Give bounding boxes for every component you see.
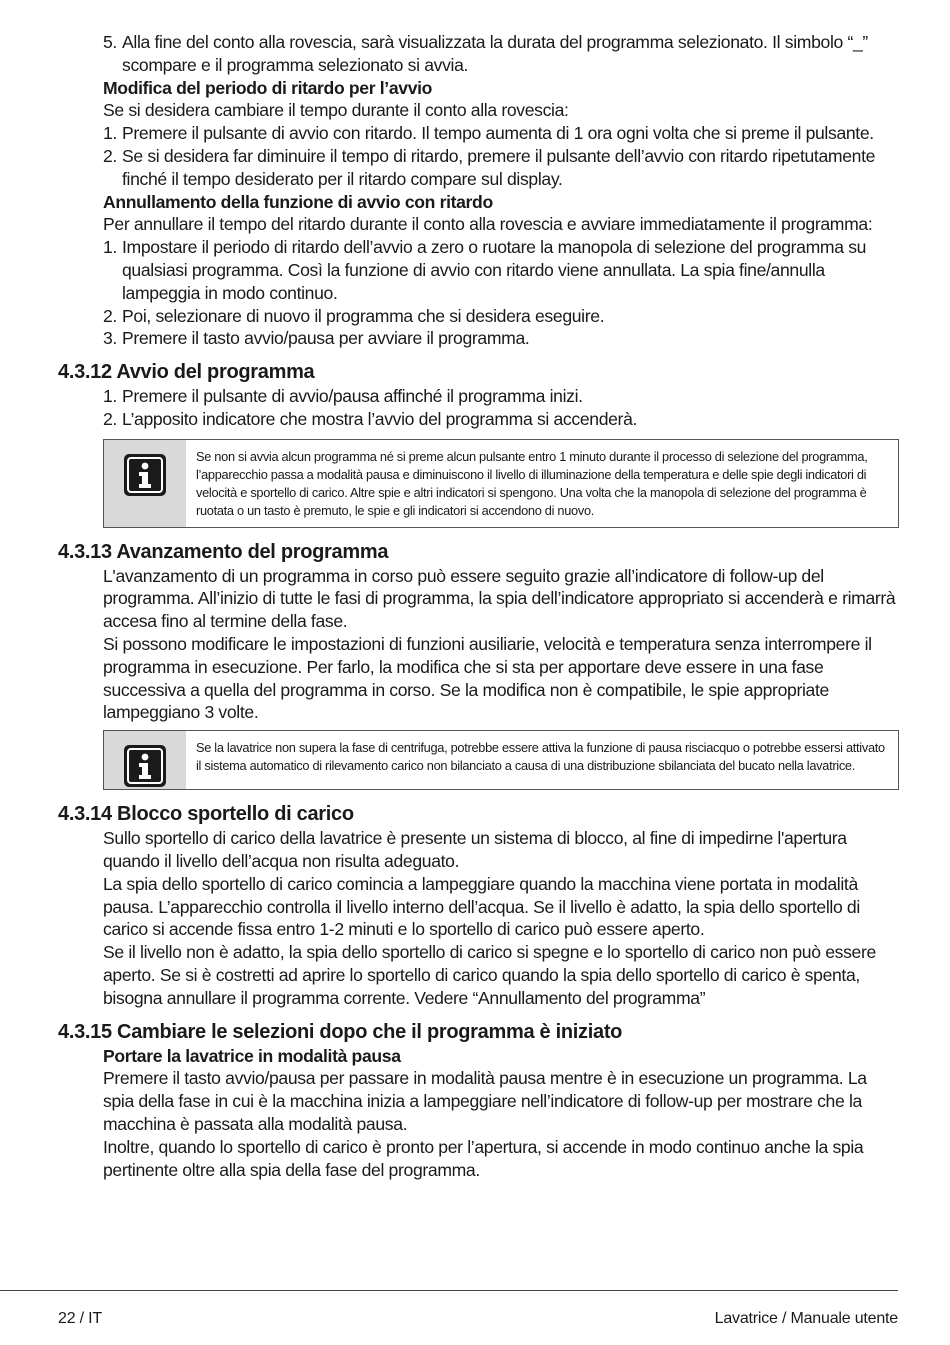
footer-title: Lavatrice / Manuale utente [714, 1310, 898, 1327]
note-text: Se non si avvia alcun programma né si preme alcun pulsante entro 1 minuto durante il processo di selezione del programma, l’apparecchio passa a modalità pausa e diminuiscono il livello di illuminazione della temperatura e delle spie degli indicatori di velocità e sportello di carico. Altre spie e altri indicatori si spengono. Una volta che la manopola di selezione del programma è ruotata o un tasto è premuto, le spie e gli indicatori si accendono di nuovo. [196, 448, 868, 519]
list-text: Premere il tasto avvio/pausa per avviare il programma. [122, 328, 530, 349]
intro-list [58, 31, 900, 77]
footer-divider [0, 1290, 898, 1291]
section-heading-4-3-15: 4.3.15 Cambiare le selezioni dopo che il programma è iniziato [58, 1020, 623, 1043]
list-item [58, 305, 900, 328]
page-number: 22 / IT [58, 1310, 102, 1327]
paragraph: Inoltre, quando lo sportello di carico è pronto per l’apertura, si accende in modo continuo anche la spia pertinente oltre alla spia della fase del programma. [103, 1136, 864, 1180]
list-number: 1. [103, 386, 117, 407]
list-item [58, 31, 900, 77]
section-heading-4-3-14: 4.3.14 Blocco sportello di carico [58, 803, 354, 826]
paragraph: Premere il tasto avvio/pausa per passare in modalità pausa mentre è in esecuzione un programma. La spia della fase in cui è la macchina inizia a lampeggiare nell’indicatore di follow-up per mostrare che la macchina è passata alla modalità pausa. [103, 1068, 867, 1134]
list-item [58, 408, 900, 431]
note-icon-column [104, 731, 186, 789]
list-text: Poi, selezionare di nuovo il programma che si desidera eseguire. [122, 305, 605, 326]
list-number: 3. [103, 328, 117, 349]
list-text: Alla fine del conto alla rovescia, sarà visualizzata la durata del programma selezionato. Il simbolo “_” scompare e il programma selezionato si avvia. [122, 32, 868, 75]
list-text: Premere il pulsante di avvio/pausa affinché il programma inizi. [122, 386, 583, 407]
paragraph: Per annullare il tempo del ritardo durante il conto alla rovescia e avviare immediatamente il programma: [103, 214, 873, 235]
list-number: 2. [103, 305, 117, 326]
list-number: 1. [103, 123, 117, 144]
list-number: 1. [103, 237, 117, 258]
section-heading-4-3-13: 4.3.13 Avanzamento del programma [58, 540, 389, 563]
list-number: 2. [103, 145, 117, 166]
info-icon [122, 452, 168, 498]
info-icon [122, 743, 168, 789]
list-number: 2. [103, 408, 117, 429]
subheading-modifica: Modifica del periodo di ritardo per l’avvio [103, 77, 433, 98]
paragraph: Sullo sportello di carico della lavatrice è presente un sistema di blocco, al fine di impedirne l'apertura quando il livello dell’acqua non risulta adeguato. [103, 828, 847, 871]
paragraph: Se si desidera cambiare il tempo durante il conto alla rovescia: [103, 100, 569, 121]
paragraph: La spia dello sportello di carico comincia a lampeggiare quando la macchina viene portata in modalità pausa. L’apparecchio controlla il livello interno dell’acqua. Se il livello è adatto, la spia dello sportello di carico si accende fissa entro 1-2 minuti e lo sportello di carico può essere aperto. [103, 873, 860, 940]
list-item [58, 145, 900, 191]
note-icon-column [104, 440, 186, 527]
paragraph: L'avanzamento di un programma in corso può essere seguito grazie all’indicatore di follow-up del programma. All’inizio di tutte le fasi di programma, la spia dell’indicatore appropriato si accenderà e rimarrà accesa fino al termine della fase. [103, 565, 896, 632]
paragraph: Si possono modificare le impostazioni di funzioni ausiliarie, velocità e temperatura senza interrompere il programma in esecuzione. Per farlo, la modifica che si sta per apportare deve essere in una fase successiva a quella del programma in corso. Se la modifica non è compatibile, le spie appropriate lampeggiano 3 volte. [103, 633, 872, 723]
info-note [103, 439, 899, 528]
annullamento-list [58, 236, 900, 350]
note-text: Se la lavatrice non supera la fase di centrifuga, potrebbe essere attiva la funzione di pausa risciacquo o potrebbe essersi attivato il sistema automatico di rilevamento carico non bilanciato a causa di una distribuzione sbilanciata del bucato nella lavatrice. [196, 740, 885, 774]
list-text: L’apposito indicatore che mostra l’avvio del programma si accenderà. [122, 408, 638, 429]
page-content [58, 31, 900, 1181]
list-number: 5. [103, 32, 117, 52]
paragraph: Se il livello non è adatto, la spia dello sportello di carico si spegne e lo sportello di carico non può essere aperto. Se si è costretti ad aprire lo sportello di carico quando la spia dello sportello di carico è spenta, bisogna annullare il programma corrente. Vedere “Annullamento del programma” [103, 942, 876, 1008]
subheading-pausa: Portare la lavatrice in modalità pausa [103, 1045, 401, 1066]
modifica-list [58, 122, 900, 190]
info-note [103, 730, 899, 790]
list-item [58, 327, 900, 350]
list-text: Se si desidera far diminuire il tempo di ritardo, premere il pulsante dell’avvio con ritardo ripetutamente finché il tempo desiderato per il ritardo compare sul display. [122, 145, 876, 189]
avvio-list [58, 385, 900, 431]
list-item [58, 236, 900, 304]
subheading-annullamento: Annullamento della funzione di avvio con ritardo [103, 191, 493, 212]
list-item [58, 122, 900, 145]
list-text: Impostare il periodo di ritardo dell’avvio a zero o ruotare la manopola di selezione del programma su qualsiasi programma. Così la funzione di avvio con ritardo viene annullata. La spia fine/annulla lampeggia in modo continuo. [122, 237, 867, 303]
section-heading-4-3-12: 4.3.12 Avvio del programma [58, 361, 315, 384]
list-item [58, 385, 900, 408]
list-text: Premere il pulsante di avvio con ritardo. Il tempo aumenta di 1 ora ogni volta che si preme il pulsante. [122, 123, 874, 144]
